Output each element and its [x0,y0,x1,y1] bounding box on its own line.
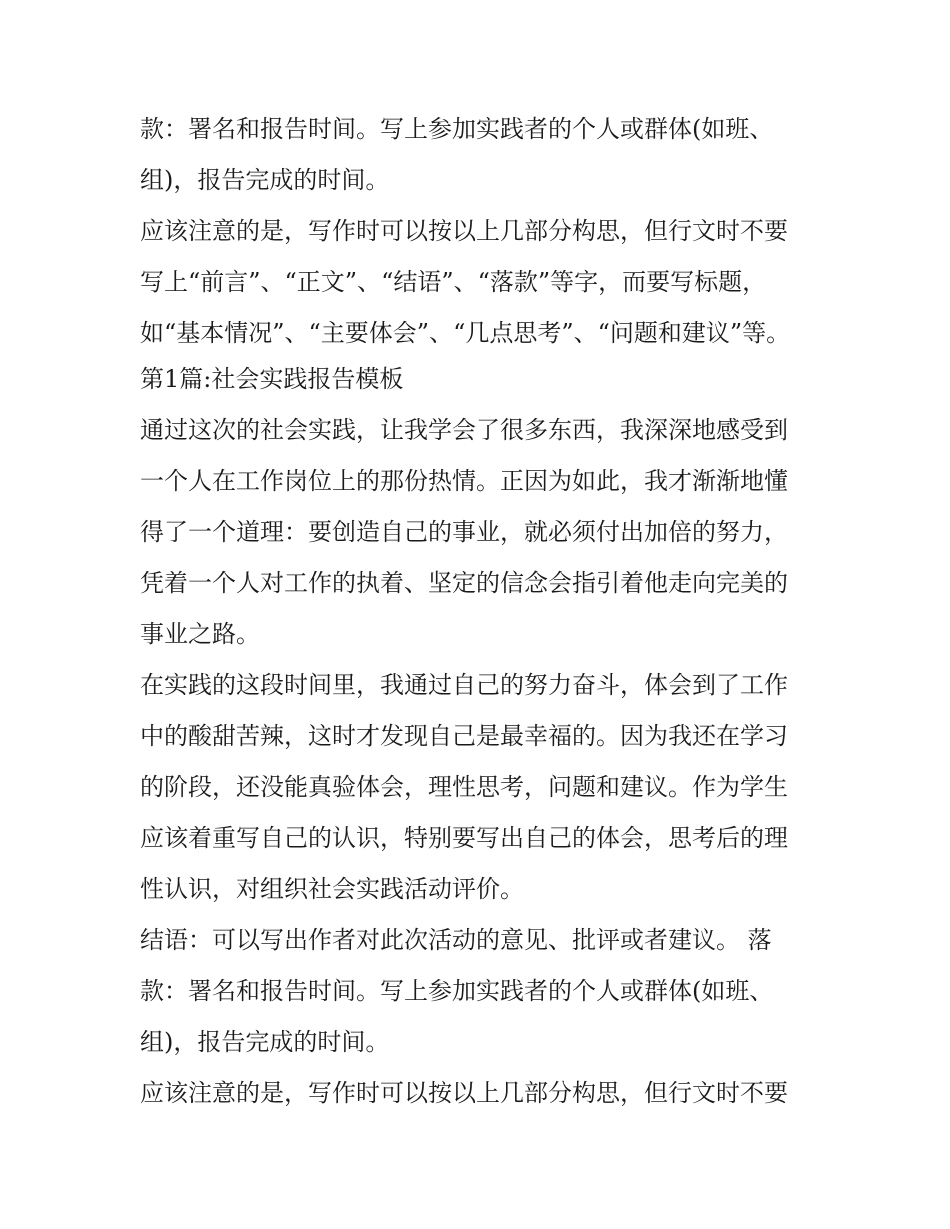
paragraph-experience [140,660,830,915]
text-line: 款：署名和报告时间。写上参加实践者的个人或群体(如班、 [140,977,774,1005]
paragraph-conclusion [140,915,830,1068]
text-line: 如“基本情况”、“主要体会”、“几点思考”、“问题和建议”等。 [140,319,791,347]
paragraph-writing-note [140,206,830,359]
text-line: 组)，报告完成的时间。 [140,166,390,194]
text-line: 中的酸甜苦辣，这时才发现自己是最幸福的。因为我还在学习 [140,722,788,750]
text-line: 性认识，对组织社会实践活动评价。 [140,875,524,903]
paragraph-signature-note [140,104,830,206]
text-line: 写上“前言”、“正文”、“结语”、“落款”等字，而要写标题， [140,268,767,296]
text-line: 一个人在工作岗位上的那份热情。正因为如此，我才渐渐地懂 [140,467,788,495]
section-heading [140,359,830,399]
text-line: 应该注意的是，写作时可以按以上几部分构思，但行文时不要 [140,217,788,245]
text-line: 在实践的这段时间里，我通过自己的努力奋斗，体会到了工作 [140,671,788,699]
text-line: 凭着一个人对工作的执着、坚定的信念会指引着他走向完美的 [140,569,788,597]
heading-text: 第1篇:社会实践报告模板 [140,365,404,393]
text-line: 通过这次的社会实践，让我学会了很多东西，我深深地感受到 [140,416,788,444]
text-line: 事业之路。 [140,620,260,648]
paragraph-writing-note-repeat [140,1068,830,1119]
text-line: 应该着重写自己的认识，特别要写出自己的体会，思考后的理 [140,824,788,852]
text-line: 款：署名和报告时间。写上参加实践者的个人或群体(如班、 [140,115,774,143]
paragraph-intro [140,405,830,660]
text-line: 结语：可以写出作者对此次活动的意见、批评或者建议。 落 [140,926,772,954]
text-line: 得了一个道理：要创造自己的事业，就必须付出加倍的努力， [140,518,788,546]
text-line: 组)，报告完成的时间。 [140,1028,390,1056]
document-body [140,104,830,1119]
text-line: 的阶段，还没能真验体会，理性思考，问题和建议。作为学生 [140,773,788,801]
text-line: 应该注意的是，写作时可以按以上几部分构思，但行文时不要 [140,1079,788,1107]
